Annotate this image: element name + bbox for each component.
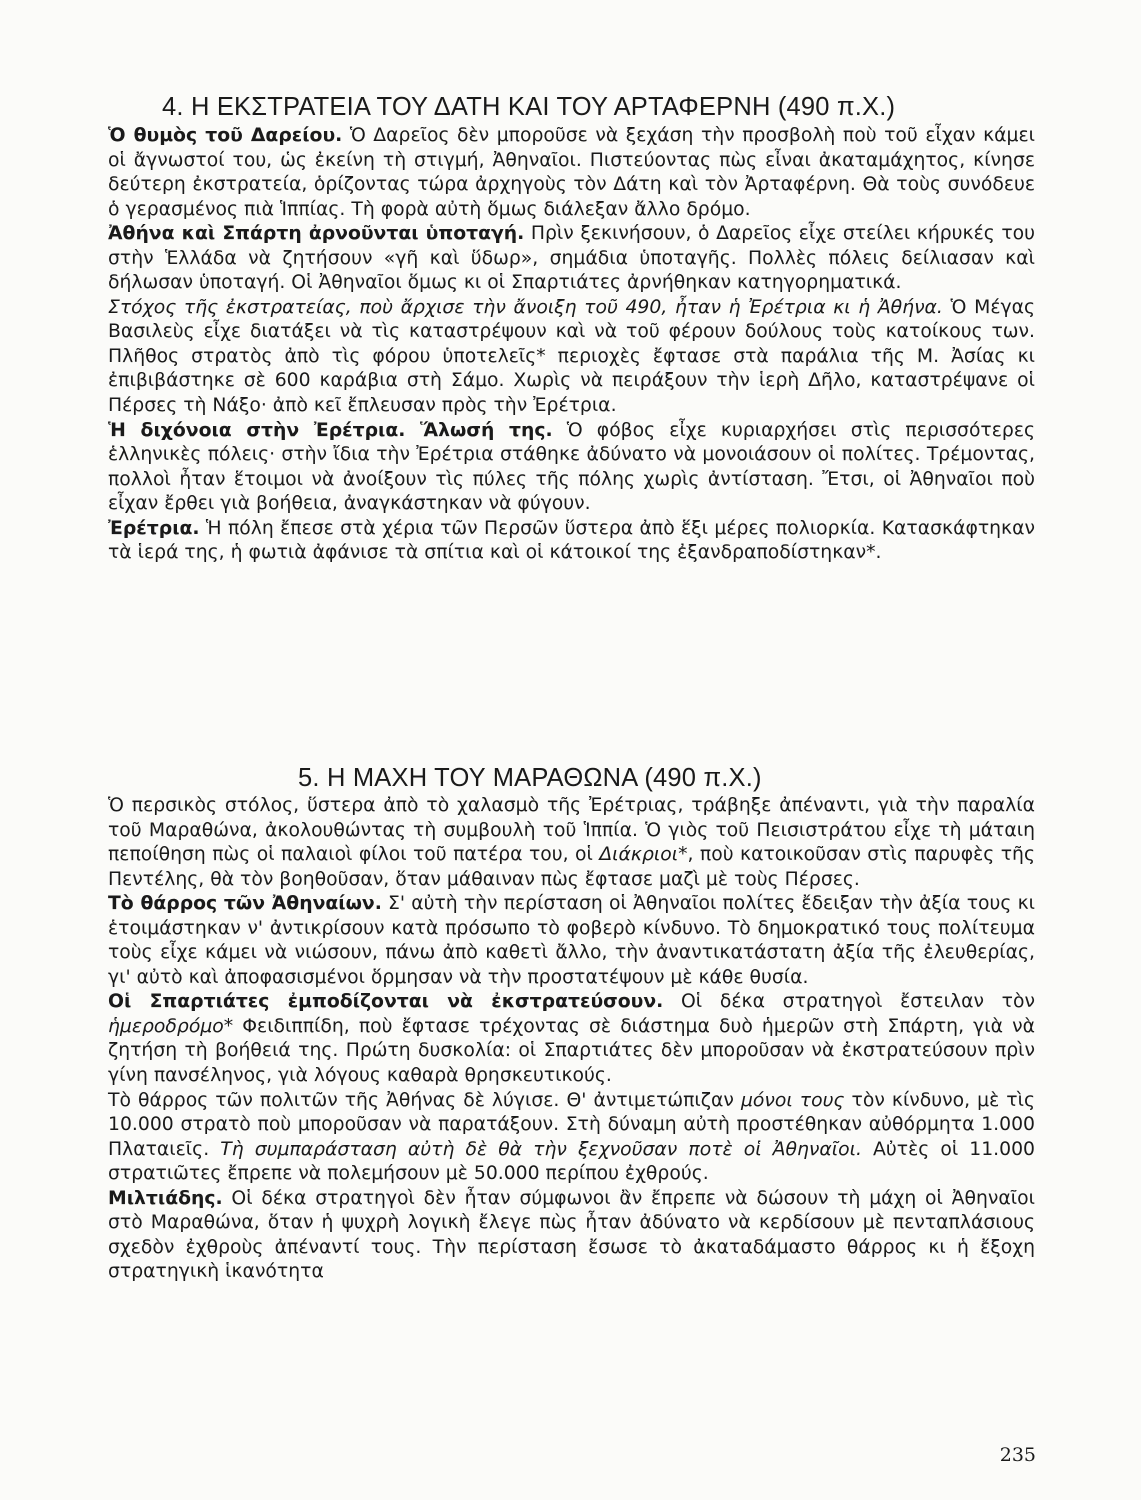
paragraph-lead: Ἡ διχόνοια στὴν Ἐρέτρια. Ἅλωσή της. xyxy=(108,419,553,441)
paragraph xyxy=(108,296,1035,419)
paragraph-text: Σ' αὐτὴ τὴν περίσταση οἱ Ἀθηναῖοι πολίτες ἔδειξαν τὴν ἀξία τους κι ἑτοιμάστηκαν ν' ἀντικρίσουν κατὰ πρόσωπο τὸ φοβερὸ κίνδυνο. Τὸ δημοκρατικό τους πολίτευμα τοὺς εἶχε κάμει νὰ νιώσουν, πάνω ἀπὸ καθετὶ ἄλλο, τὴν ἀναντικατάστατη ἀξία τῆς ἐλευθερίας, γι' αὐτὸ καὶ ἀποφασισμένοι ὅρμησαν νὰ τὴν προστατέψουν μὲ κάθε θυσία. xyxy=(108,893,1035,988)
paragraph-text: Ὁ περσικὸς στόλος, ὕστερα ἀπὸ τὸ χαλασμὸ τῆς Ἐρέτριας, τράβηξε ἀπέναντι, γιὰ τὴν παραλία τοῦ Μαραθώνα, ἀκολουθώντας τὴ συμβουλὴ τοῦ Ἱππία. Ὁ γιὸς τοῦ Πεισιστράτου εἶχε τὴ μάταιη πεποίθηση πὼς οἱ παλαιοὶ φίλοι τοῦ πατέρα του, οἱ xyxy=(108,795,1035,866)
paragraph-text: Ὁ Μέγας Βασιλεὺς εἶχε διατάξει νὰ τὶς καταστρέψουν καὶ νὰ τοῦ φέρουν δούλους τοὺς κατοίκους των. Πλῆθος στρατὸς ἀπὸ τὶς φόρου ὑποτελεῖς* περιοχὲς ἔφτασε στὰ παράλια τῆς Μ. Ἀσίας κι ἐπιβιβάστηκε σὲ 600 καράβια στὴ Σάμο. Χωρὶς νὰ πειράξουν τὴν ἱερὴ Δῆλο, καταστρέψανε οἱ Πέρσες τὴ Νάξο· ἀπὸ κεῖ ἔπλευσαν πρὸς τὴν Ἐρέτρια. xyxy=(108,296,1035,417)
section-4-body xyxy=(108,124,1035,566)
paragraph-italic: μόνοι τους xyxy=(740,1089,845,1111)
paragraph-lead: Ὁ θυμὸς τοῦ Δαρείου. xyxy=(108,125,343,146)
paragraph-italic: ἡμεροδρόμο xyxy=(108,1015,224,1037)
paragraph-text: *, ποὺ κατοικοῦσαν στὶς παρυφὲς τῆς Πεντέλης, θὰ τὸν βοηθοῦσαν, ὅταν μάθαιναν πὼς ἔφτασε μαζὶ μὲ τοὺς Πέρσες. xyxy=(108,844,1035,890)
paragraph-italic: Διάκριοι xyxy=(599,844,679,866)
section-5-body xyxy=(108,794,1035,1285)
paragraph-lead: Ἐρέτρια. xyxy=(108,517,200,539)
paragraph-text: Ὁ Δαρεῖος δὲν μποροῦσε νὰ ξεχάση τὴν προσβολὴ ποὺ τοῦ εἶχαν κάμει οἱ ἄγνωστοί του, ὡς ἐκείνη τὴ στιγμή, Ἀθηναῖοι. Πιστεύοντας πὼς εἶναι ἀκαταμάχητος, κίνησε δεύτερη ἐκστρατεία, ὁρίζοντας τώρα ἀρχηγοὺς τὸν Δάτη καὶ τὸν Ἀρταφέρνη. Θὰ τοὺς συνόδευε ὁ γερασμένος πιὰ Ἱππίας. Τὴ φορὰ αὐτὴ ὅμως διάλεξαν ἄλλο δρόμο. xyxy=(108,125,1035,220)
paragraph-text: Ἡ πόλη ἔπεσε στὰ χέρια τῶν Περσῶν ὕστερα ἀπὸ ἕξι μέρες πολιορκία. Κατασκάφτηκαν τὰ ἱερά της, ἡ φωτιὰ ἀφάνισε τὰ σπίτια καὶ οἱ κάτοικοί της ἐξανδραποδίστηκαν*. xyxy=(108,517,1035,564)
paragraph xyxy=(108,222,1035,296)
paragraph-lead: Μιλτιάδης. xyxy=(108,1187,223,1209)
paragraph xyxy=(108,517,1035,566)
paragraph xyxy=(108,124,1035,222)
paragraph-text: τὸν κίνδυνο, μὲ τὶς 10.000 στρατὸ ποὺ μποροῦσαν νὰ παρατάξουν. Στὴ δύναμη αὐτὴ προστέθηκαν αὐθόρμητα 1.000 Πλαταιεῖς. xyxy=(108,1089,1035,1160)
paragraph xyxy=(108,1187,1035,1285)
page-number: 235 xyxy=(999,1444,1036,1466)
paragraph xyxy=(108,419,1035,517)
paragraph xyxy=(108,892,1035,990)
paragraph-lead: Οἱ Σπαρτιάτες ἐμποδίζονται νὰ ἐκστρατεύσουν. xyxy=(108,991,664,1013)
paragraph-text: Αὐτὲς οἱ 11.000 στρατιῶτες ἔπρεπε νὰ πολεμήσουν μὲ 50.000 περίπου ἐχθρούς. xyxy=(108,1138,1035,1185)
paragraph-text: Πρὶν ξεκινήσουν, ὁ Δαρεῖος εἶχε στείλει κήρυκές του στὴν Ἑλλάδα νὰ ζητήσουν «γῆ καὶ ὕδωρ», σημάδια ὑποταγῆς. Πολλὲς πόλεις δείλιασαν καὶ δήλωσαν ὑποταγή. Οἱ Ἀθηναῖοι ὅμως κι οἱ Σπαρτιάτες ἀρνήθηκαν κατηγορηματικά. xyxy=(108,223,1035,294)
section-4-heading: 4. Η ΕΚΣΤΡΑΤΕΙΑ ΤΟΥ ΔΑΤΗ ΚΑΙ ΤΟΥ ΑΡΤΑΦΕΡΝΗ (490 π.Χ.) xyxy=(162,93,896,121)
paragraph-text: Οἱ δέκα στρατηγοὶ δὲν ἦταν σύμφωνοι ἂν ἔπρεπε νὰ δώσουν τὴ μάχη οἱ Ἀθηναῖοι στὸ Μαραθώνα, ὅταν ἡ ψυχρὴ λογικὴ ἔλεγε πὼς ἦταν ἀδύνατο νὰ κερδίσουν μὲ πενταπλάσιους σχεδὸν ἐχθροὺς ἀπέναντί τους. Τὴν περίσταση ἔσωσε τὸ ἀκαταδάμαστο θάρρος κι ἡ ἔξοχη στρατηγικὴ ἱκανότητα xyxy=(108,1187,1035,1283)
paragraph-italic: Στόχος τῆς ἐκστρατείας, ποὺ ἄρχισε τὴν ἄνοιξη τοῦ 490, ἦταν ἡ Ἐρέτρια κι ἡ Ἀθήνα. xyxy=(108,296,943,318)
paragraph-text: Ὁ φόβος εἶχε κυριαρχήσει στὶς περισσότερες ἑλληνικὲς πόλεις· στὴν ἴδια τὴν Ἐρέτρια στάθηκε ἀδύνατο νὰ μονοιάσουν οἱ πολίτες. Τρέμοντας, πολλοὶ ἦταν ἕτοιμοι νὰ ἀνοίξουν τὶς πύλες τῆς πόλης χωρὶς ἀντίσταση. Ἔτσι, οἱ Ἀθηναῖοι ποὺ εἶχαν ἔρθει γιὰ βοήθεια, ἀναγκάστηκαν νὰ φύγουν. xyxy=(108,419,1035,515)
paragraph xyxy=(108,1089,1035,1187)
paragraph-text: Τὸ θάρρος τῶν πολιτῶν τῆς Ἀθήνας δὲ λύγισε. Θ' ἀντιμετώπιζαν xyxy=(108,1089,741,1111)
paragraph-italic: Τὴ συμπαράσταση αὐτὴ δὲ θὰ τὴν ξεχνοῦσαν ποτὲ οἱ Ἀθηναῖοι. xyxy=(220,1138,862,1160)
paragraph-lead: Ἀθήνα καὶ Σπάρτη ἀρνοῦνται ὑποταγή. xyxy=(108,223,525,245)
paragraph xyxy=(108,794,1035,892)
section-5-heading: 5. Η ΜΑΧΗ ΤΟΥ ΜΑΡΑΘΩΝΑ (490 π.Χ.) xyxy=(298,764,762,792)
paragraph-text: * Φειδιππίδη, ποὺ ἔφτασε τρέχοντας σὲ διάστημα δυὸ ἡμερῶν στὴ Σπάρτη, γιὰ νὰ ζητήση τὴ βοήθειά της. Πρώτη δυσκολία: οἱ Σπαρτιάτες δὲν μποροῦσαν νὰ ἐκστρατεύσουν πρὶν γίνη πανσέληνος, γιὰ λόγους καθαρὰ θρησκευτικούς. xyxy=(108,1015,1035,1087)
paragraph-lead: Τὸ θάρρος τῶν Ἀθηναίων. xyxy=(108,893,382,915)
paragraph xyxy=(108,990,1035,1088)
paragraph-text: Οἱ δέκα στρατηγοὶ ἔστειλαν τὸν xyxy=(663,991,1035,1013)
